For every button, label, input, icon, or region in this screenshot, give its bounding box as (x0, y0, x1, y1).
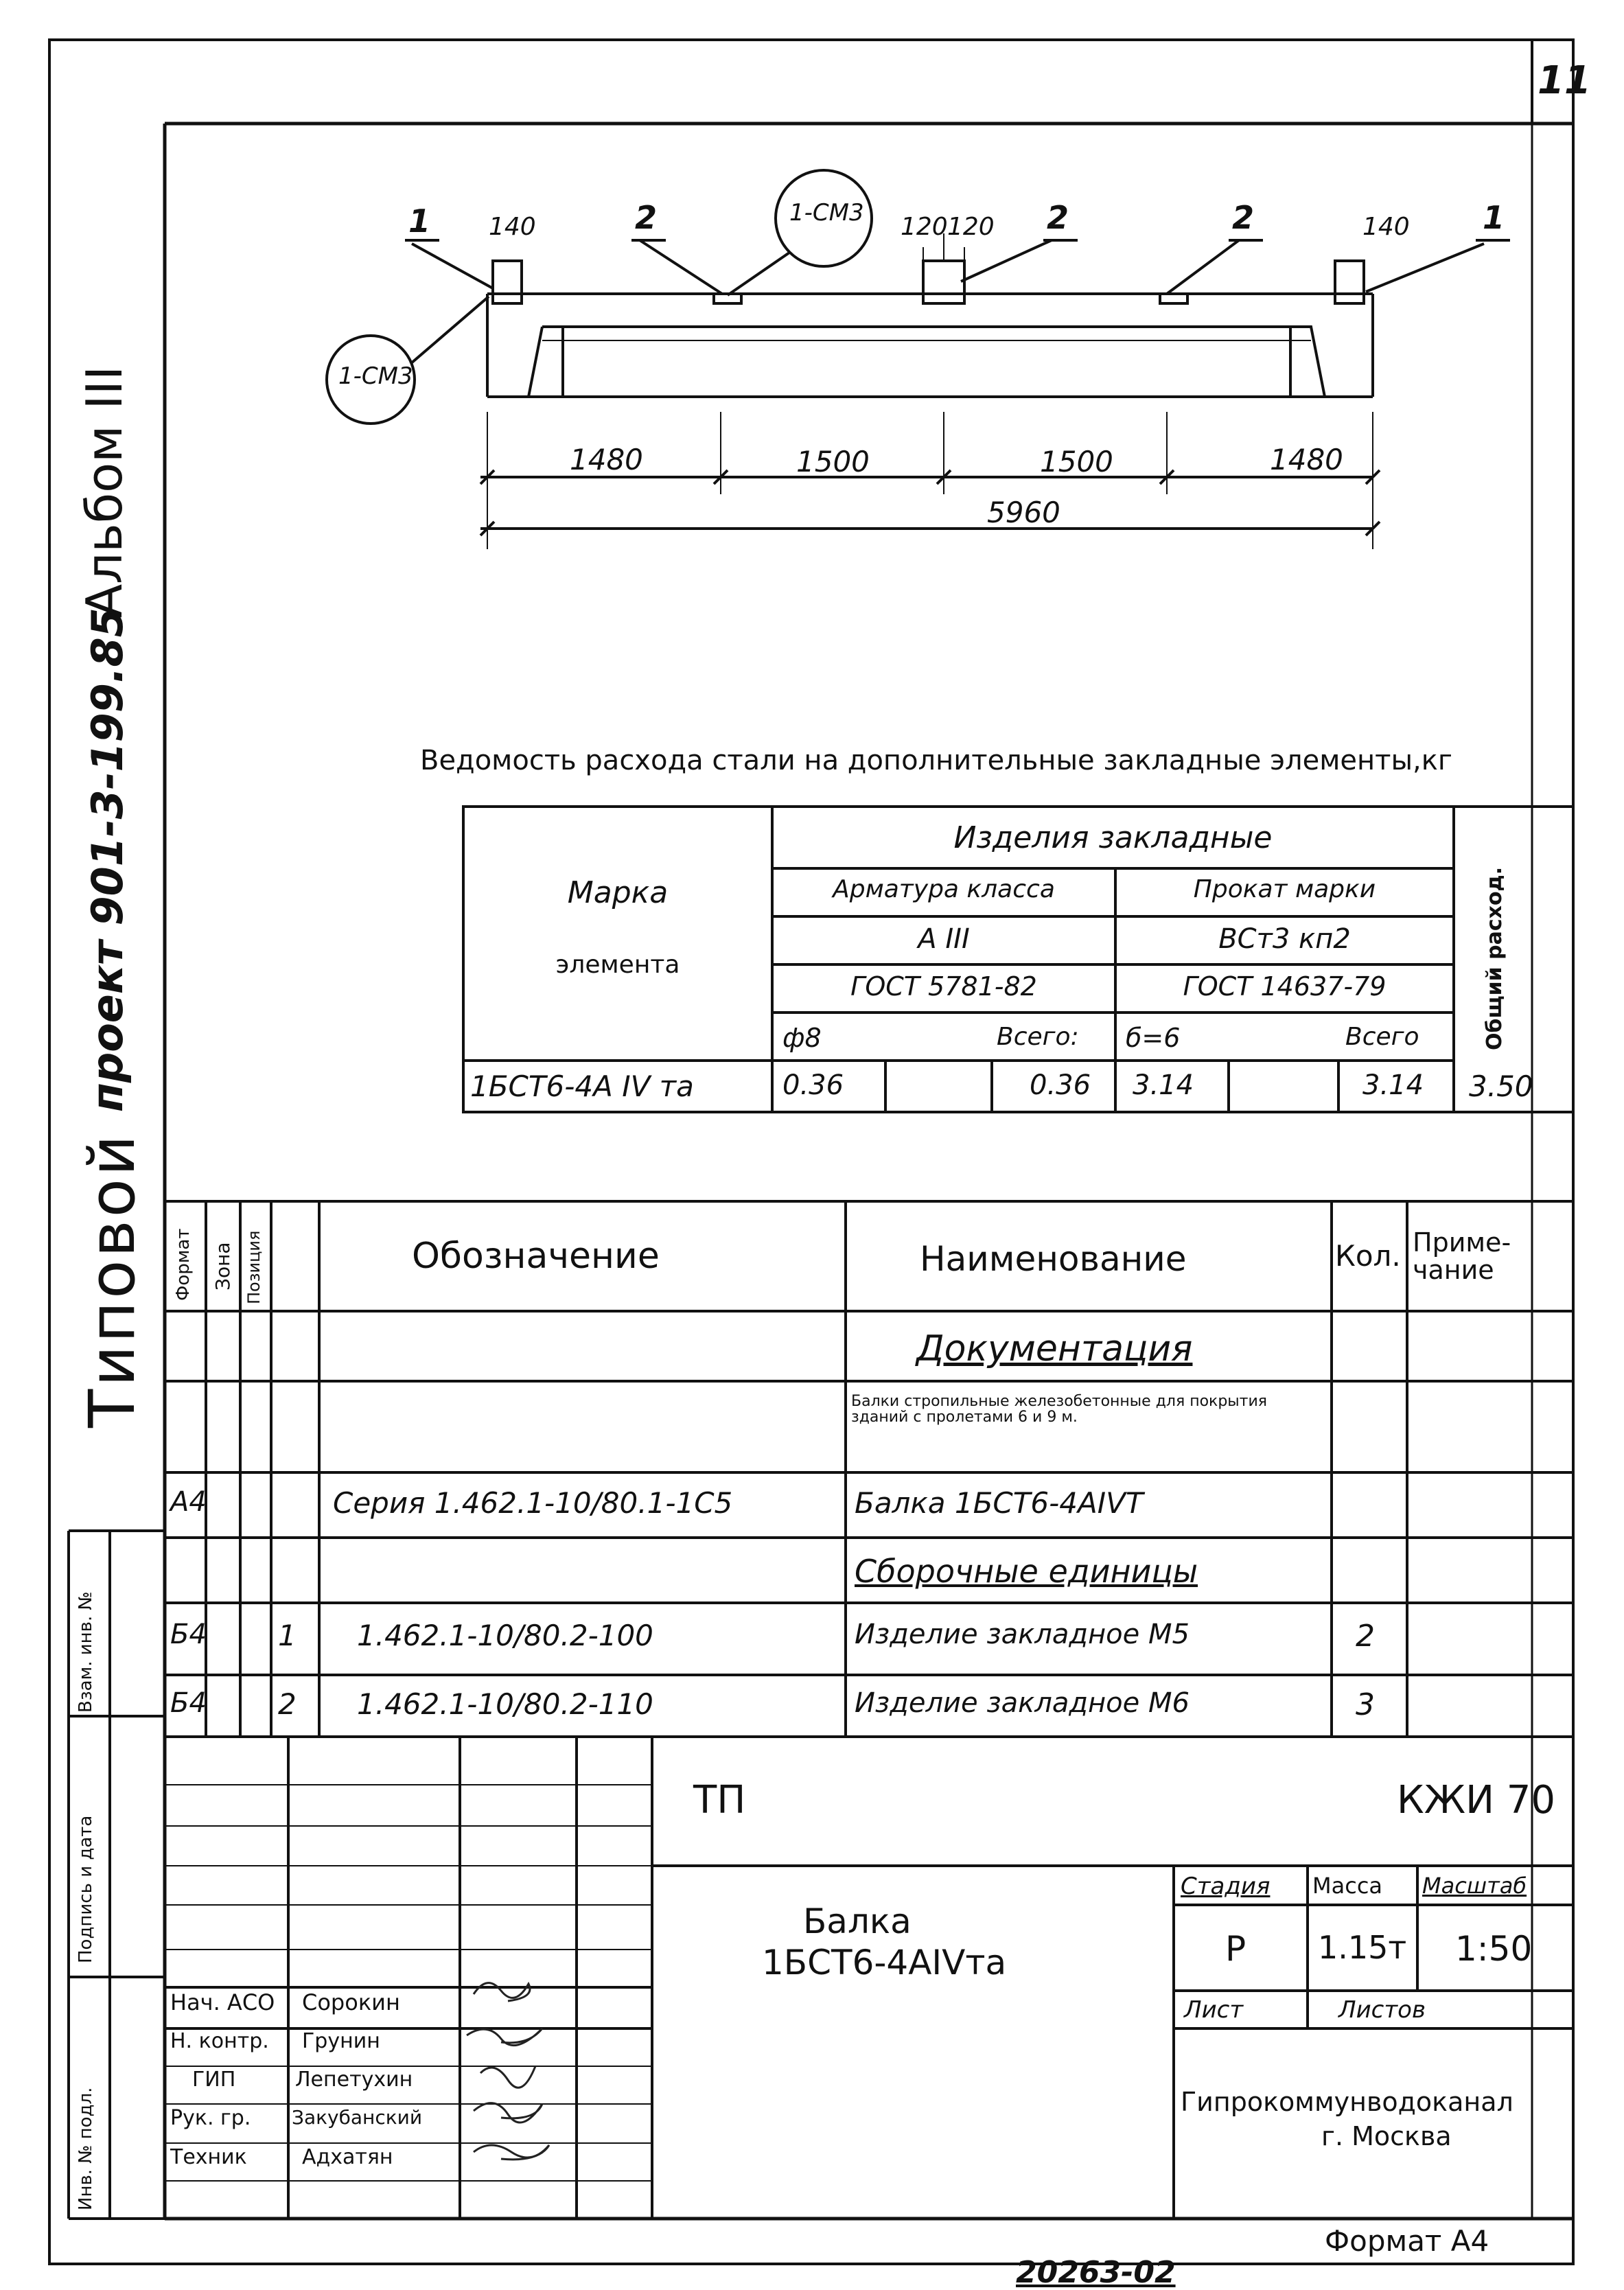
sub-total1: Всего: (997, 1023, 1079, 1051)
person-role-4: Техник (170, 2145, 247, 2169)
rebar-header: Арматура класса (833, 875, 1055, 903)
org-line1: Гипрокоммунводоканал (1181, 2087, 1513, 2117)
stamp-sign-date: Подпись и дата (76, 1815, 96, 1963)
dim-span-3: 1500 (1040, 445, 1113, 478)
code-left: ТП (693, 1778, 746, 1823)
person-role-1: Н. контр. (170, 2029, 269, 2053)
mass-label: Масса (1312, 1873, 1383, 1899)
row-total2: 3.14 (1362, 1069, 1424, 1101)
dim-span-1: 1480 (570, 443, 643, 476)
person-name-4: Адхатян (302, 2145, 393, 2169)
total-header: Общий расход. (1483, 866, 1507, 1050)
stage-label: Стадия (1181, 1873, 1271, 1900)
sub-d6: б=6 (1126, 1023, 1181, 1053)
dim-span-4: 1480 (1270, 443, 1343, 476)
dim-120-a: 120 (901, 213, 948, 241)
profile-gost: ГОСТ 14637-79 (1183, 971, 1387, 1002)
person-name-2: Лепетухин (295, 2068, 413, 2092)
rebar-class: А III (918, 923, 970, 955)
person-name-3: Закубанский (292, 2106, 423, 2129)
side-title-album: Альбом III (76, 365, 133, 618)
sub-d8: ф8 (782, 1023, 822, 1053)
side-title-kind: Типовой (76, 1132, 149, 1428)
row2-pos: 1 (278, 1619, 297, 1652)
hdr-qty: Кол. (1335, 1239, 1401, 1273)
title-line1: Балка (803, 1901, 912, 1941)
signatures (467, 1983, 549, 2160)
sub-total2: Всего (1345, 1023, 1419, 1051)
row2-qty: 2 (1356, 1619, 1375, 1654)
row-overall: 3.50 (1469, 1069, 1533, 1103)
rebar-gost: ГОСТ 5781-82 (850, 971, 1037, 1002)
callout-1-right: 1 (1483, 199, 1505, 236)
row2-name: Изделие закладное М5 (855, 1619, 1190, 1650)
detail-label-left: 1-СМ3 (338, 362, 413, 390)
dim-140-left: 140 (489, 213, 536, 241)
hdr-note: Приме-чание (1413, 1227, 1511, 1285)
person-role-2: ГИП (192, 2068, 236, 2092)
org-line2: г. Москва (1321, 2121, 1452, 2151)
steel-table-title: Ведомость расхода стали на дополнительные закладные элементы,кг (420, 745, 1452, 776)
row-total1: 0.36 (1030, 1069, 1091, 1101)
mass-value: 1.15т (1318, 1929, 1407, 1966)
dim-total: 5960 (987, 496, 1060, 529)
page-number: 11 (1538, 58, 1591, 103)
hdr-format: Формат (173, 1228, 194, 1301)
row-d6: 3.14 (1133, 1069, 1194, 1101)
row3-format: Б4 (170, 1687, 207, 1719)
format-label: Формат А4 (1325, 2224, 1489, 2258)
col-mark-line1: Марка (567, 875, 669, 910)
detail-label-top: 1-СМ3 (789, 199, 864, 227)
hdr-designation: Обозначение (412, 1236, 660, 1277)
docs-desc: Балки стропильные железобетонные для покрытия зданий с пролетами 6 и 9 м. (851, 1393, 1268, 1426)
sheet-label: Лист (1184, 1996, 1244, 2024)
stamp-replace-inv: Взам. инв. № (76, 1591, 96, 1713)
hdr-name: Наименование (920, 1239, 1187, 1279)
person-name-1: Грунин (302, 2029, 380, 2053)
person-role-0: Нач. АСО (170, 1989, 275, 2015)
row1-designation: Серия 1.462.1-10/80.1-1С5 (333, 1486, 733, 1520)
hdr-position: Позиция (244, 1230, 264, 1304)
stage-value: Р (1225, 1929, 1246, 1969)
dim-span-2: 1500 (796, 445, 870, 478)
person-role-3: Рук. гр. (170, 2106, 251, 2130)
section-assemblies: Сборочные единицы (855, 1553, 1198, 1590)
hdr-zone: Зона (211, 1242, 234, 1291)
section-docs: Документация (916, 1328, 1193, 1369)
group-header: Изделия закладные (953, 820, 1273, 855)
col-mark-line2: элемента (555, 951, 680, 979)
row3-name: Изделие закладное М6 (855, 1687, 1190, 1719)
person-name-0: Сорокин (302, 1989, 400, 2015)
callout-2-c: 2 (1232, 199, 1255, 236)
row3-designation: 1.462.1-10/80.2-110 (357, 1687, 653, 1721)
dim-140-right: 140 (1362, 213, 1410, 241)
callout-2-b: 2 (1047, 199, 1069, 236)
callout-2-a: 2 (635, 199, 658, 236)
stamp-inv-orig: Инв. № подл. (76, 2087, 96, 2210)
sheets-label: Листов (1338, 1996, 1426, 2024)
callout-1-left: 1 (408, 203, 431, 240)
row2-format: Б4 (170, 1619, 207, 1650)
profile-mark: ВСт3 кп2 (1218, 923, 1351, 955)
profile-header: Прокат марки (1193, 875, 1376, 903)
row-mark: 1БСТ6-4А IV та (470, 1069, 694, 1103)
dim-120-b: 120 (947, 213, 995, 241)
row3-qty: 3 (1356, 1687, 1375, 1722)
row2-designation: 1.462.1-10/80.2-100 (357, 1619, 653, 1652)
scale-value: 1:50 (1455, 1929, 1533, 1969)
row1-format: А4 (170, 1486, 207, 1518)
row3-pos: 2 (278, 1687, 297, 1721)
side-title-project: проект 901-3-199.85 (82, 608, 132, 1112)
spec-table-grid (165, 1201, 1573, 1737)
scale-label: Масштаб (1422, 1873, 1527, 1899)
row1-name: Балка 1БСТ6-4АIVТ (855, 1486, 1144, 1520)
row-d8: 0.36 (782, 1069, 844, 1101)
title-line2: 1БСТ6-4АIVта (762, 1943, 1007, 1982)
code-right: КЖИ 70 (1397, 1778, 1556, 1823)
bottom-number: 20263-02 (1016, 2255, 1176, 2290)
